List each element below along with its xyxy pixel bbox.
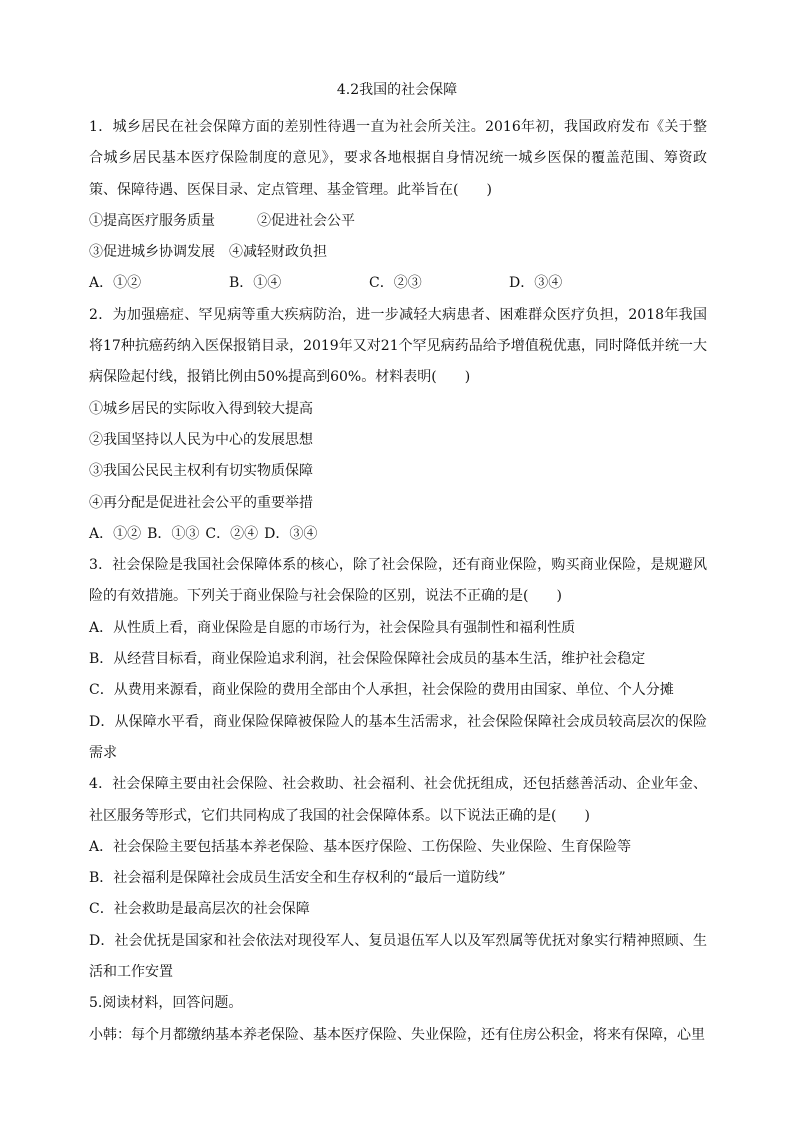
question-4-option-b: B．社会福利是保障社会成员生活安全和生存权利的“最后一道防线” — [89, 870, 506, 887]
question-5-material: 小韩：每个月都缴纳基本养老保险、基本医疗保险、失业保险，还有住房公积金，将来有保障，心里 — [89, 1026, 705, 1043]
question-4-option-a: A．社会保险主要包括基本养老保险、基本医疗保险、工伤保险、失业保险、生育保险等 — [89, 838, 632, 855]
question-1-stem: 1．城乡居民在社会保障方面的差别性待遇一直为社会所关注。2016年初，我国政府发布《关于整合城乡居民基本医疗保险制度的意见》，要求各地根据自身情况统一城乡医保的覆盖范围、筹资政策、保障待遇、医保目录、定点管理、基金管理。此举旨在( ) — [89, 119, 707, 198]
question-4-option-d: D．社会优抚是国家和社会依法对现役军人、复员退伍军人以及军烈属等优抚对象实行精神照顾、生活和工作安置 — [89, 932, 707, 981]
question-list — [89, 112, 707, 1051]
question-1-option-d: D．③④ — [509, 275, 563, 292]
question-2-item-4: ④再分配是促进社会公平的重要举措 — [89, 494, 313, 511]
question-4-option-c: C．社会救助是最高层次的社会保障 — [89, 901, 310, 918]
question-1-items-line2: ③促进城乡协调发展 ④减轻财政负担 — [89, 244, 327, 261]
page-title: 4.2我国的社会保障 — [336, 82, 458, 98]
question-2-item-3: ③我国公民民主权利有切实物质保障 — [89, 463, 313, 480]
question-1-items-line1: ①提高医疗服务质量 ②促进社会公平 — [89, 212, 355, 229]
question-2-item-1: ①城乡居民的实际收入得到较大提高 — [89, 400, 313, 417]
question-2-item-2: ②我国坚持以人民为中心的发展思想 — [89, 431, 313, 448]
question-5-stem: 5.阅读材料，回答问题。 — [89, 995, 243, 1012]
question-3-option-a: A．从性质上看，商业保险是自愿的市场行为，社会保险具有强制性和福利性质 — [89, 619, 576, 636]
question-1-options — [89, 268, 707, 299]
question-2-option-b: B．①③ — [147, 525, 200, 542]
question-2-stem: 2．为加强癌症、罕见病等重大疾病防治，进一步减轻大病患者、困难群众医疗负担，2018年我国将17种抗癌药纳入医保报销目录，2019年又对21个罕见病药品给予增值税优惠，同时降低并统一大病保险起付线，报销比例由50%提高到60%。材料表明( ) — [89, 306, 707, 386]
question-3-option-b: B．从经营目标看，商业保险追求利润，社会保险保障社会成员的基本生活，维护社会稳定 — [89, 651, 646, 668]
question-2-option-c: C．②④ — [205, 525, 259, 542]
question-2-options — [89, 519, 707, 550]
question-3-option-d: D．从保障水平看，商业保险保障被保险人的基本生活需求，社会保险保障社会成员较高层次的保险需求 — [89, 713, 707, 761]
question-3-stem: 3．社会保险是我国社会保障体系的核心，除了社会保险，还有商业保险，购买商业保险，是规避风险的有效措施。下列关于商业保险与社会保险的区别，说法不正确的是( ) — [89, 557, 707, 605]
question-2-option-d: D．③④ — [264, 525, 318, 542]
question-4-stem: 4．社会保障主要由社会保险、社会救助、社会福利、社会优抚组成，还包括慈善活动、企业年金、社区服务等形式，它们共同构成了我国的社会保障体系。以下说法正确的是( ) — [89, 776, 707, 824]
question-1-option-b: B．①④ — [229, 275, 282, 292]
question-3-option-c: C．从费用来源看，商业保险的费用全部由个人承担，社会保险的费用由国家、单位、个人分摊 — [89, 682, 674, 699]
question-2-option-a: A．①② — [89, 525, 142, 542]
question-1-option-c: C．②③ — [369, 275, 422, 292]
question-1-option-a: A．①② — [89, 275, 142, 292]
